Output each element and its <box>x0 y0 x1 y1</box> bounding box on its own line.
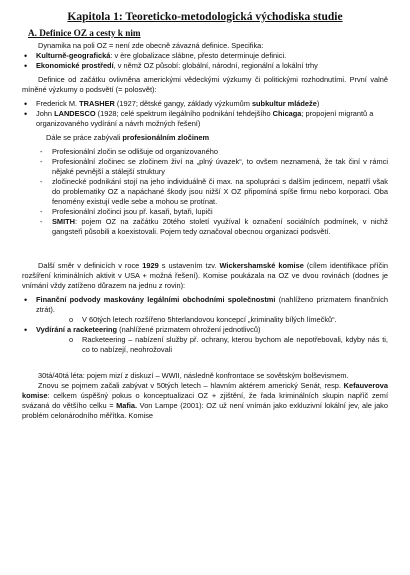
item-text: (1927; dětské gangy, základy výzkumům <box>114 99 252 108</box>
list-item <box>22 51 388 61</box>
professional-crime-list <box>22 147 388 237</box>
bold-term: Kefauverova komise <box>22 381 388 400</box>
chapter-title: Kapitola 1: Teoreticko-metodologická východiska studie <box>67 11 343 23</box>
paragraph <box>22 381 388 421</box>
list-item: - Profesionální zločin se odlišuje od organizovaného <box>22 147 388 157</box>
bold-term: Ekonomické prostředí <box>36 61 114 70</box>
bold-term: 1929 <box>142 261 159 270</box>
bold-term: Vydírání a racketeering <box>36 325 118 334</box>
bold-term: Wickershamské komise <box>219 261 304 270</box>
list-item <box>22 295 388 315</box>
bold-term: subkultur mládeže <box>251 99 317 108</box>
bold-term: profesionálním zločinem <box>122 133 210 142</box>
paragraph <box>22 261 388 291</box>
list-item <box>22 99 388 109</box>
item-text: : v ère globalizace slábne, přesto determinuje definici. <box>110 51 287 60</box>
item-text: (1928; celé spektrum ilegálního podnikání tehdejšího <box>95 109 273 118</box>
specifics-list <box>22 51 388 71</box>
paragraph: 30tá/40tá léta: pojem mizí z diskuzí – WWII, následně konfrontace se sovětským bolševismem. <box>38 371 349 380</box>
list-item <box>22 325 388 335</box>
item-text: ; propojení migrantů a organizovaného vydírání a návrh možných řešení) <box>36 109 374 128</box>
intro-paragraph: Dynamika na poli OZ = není zde obecně závazná definice. Specifika: <box>38 41 264 50</box>
sub-list-item: o V 60tých letech rozšířeno 5hterlandovou koncepcí „kriminality bílých límečků“. <box>22 315 388 325</box>
item-text: John <box>36 109 55 118</box>
researchers-list <box>22 99 388 129</box>
item-text: Znovu se pojmem začali zabývat v 50tých letech – hlavním aktérem americký Senát, resp. <box>38 381 344 390</box>
item-text: ) <box>316 99 320 108</box>
bold-term: LANDESCO <box>54 109 96 118</box>
bold-term: Mafia. <box>116 401 138 410</box>
bold-term: SMITH <box>52 217 75 226</box>
bold-term: Finanční podvody maskovány legálními obchodními společnostmi <box>36 295 276 304</box>
item-text: s ustavením tzv. <box>158 261 220 270</box>
list-item <box>22 109 388 129</box>
paragraph: Definice od začátku ovlivněna americkými vědeckými výzkumy či politickými rozhodnutími. První valně míněné výzkumy o podsvětí (= polosvět): <box>22 75 388 94</box>
item-text: Frederick M. <box>36 99 80 108</box>
bold-term: Kulturně-geografická <box>36 51 111 60</box>
item-text: (cílem identifikace příčin rozšíření kriminálních aktivit v USA + možná řešení). Komise poukázala na OZ ve dvou rovinách (dodnes je vnímání vždy zatíženo důrazem na jednu z rovin): <box>22 261 388 290</box>
bold-term: Chicaga <box>272 109 302 118</box>
item-text: : pojem OZ na začátku 20tého století využíval k označení sociálních podmínek, v nichž gangsteři působili a koexistovali. Pojem tedy označoval obecnou organizaci podsvětí. <box>52 217 388 236</box>
sub-list-item: o Racketeering – nabízení služby př. ochrany, kterou bychom ale nepotřebovali, kdyby nás ti, co to nabízejí, neohrožovali <box>22 335 388 355</box>
item-text: Dále se práce zabývali <box>46 133 123 142</box>
bold-term: TRASHER <box>79 99 115 108</box>
item-text: (nahlíženo prizmatem finančních ztrát). <box>36 295 388 314</box>
item-text: , v němž OZ působí: globální, národní, regionální a lokální trhy <box>113 61 318 70</box>
list-item <box>22 61 388 71</box>
item-text: Von Lampe (2001): OZ už není vnímán jako exkluzivní lokální jev, ale jako problém celonárodního měřítka. Komise <box>22 401 388 420</box>
levels-list <box>22 295 388 355</box>
list-item: - Profesionální zločinci jsou př. kasaři, bytaři, lupiči <box>22 207 388 217</box>
list-item <box>22 217 388 237</box>
item-text: Další směr v definicích v roce <box>38 261 143 270</box>
paragraph <box>22 133 388 143</box>
list-item: - zločinecké podnikání stojí na jeho individuálně či max. na spolupráci s dalším jedincem, nepatří však do problematiky OZ a napáchané škody jsou nižší X OZ připomíná spíše firmu nebo korporaci. Oba fenomény existují vedle sebe a mohou se protínat. <box>22 177 388 207</box>
list-item: - Profesionální zločinec se zločinem živí na „plný úvazek“, to ovšem neznamená, že tak činí v rámci nějaké pevnější a stálejší struktury <box>22 157 388 177</box>
item-text: : celkem úspěšný pokus o konceptualizaci OZ + zjištění, že řada kriminálních skupin napříč zemí svázaná do většího celku = <box>22 391 388 410</box>
section-heading: A. Definice OZ a cesty k nim <box>28 28 141 38</box>
item-text: (nahlížené prizmatem ohrožení jednotlivců) <box>117 325 261 334</box>
